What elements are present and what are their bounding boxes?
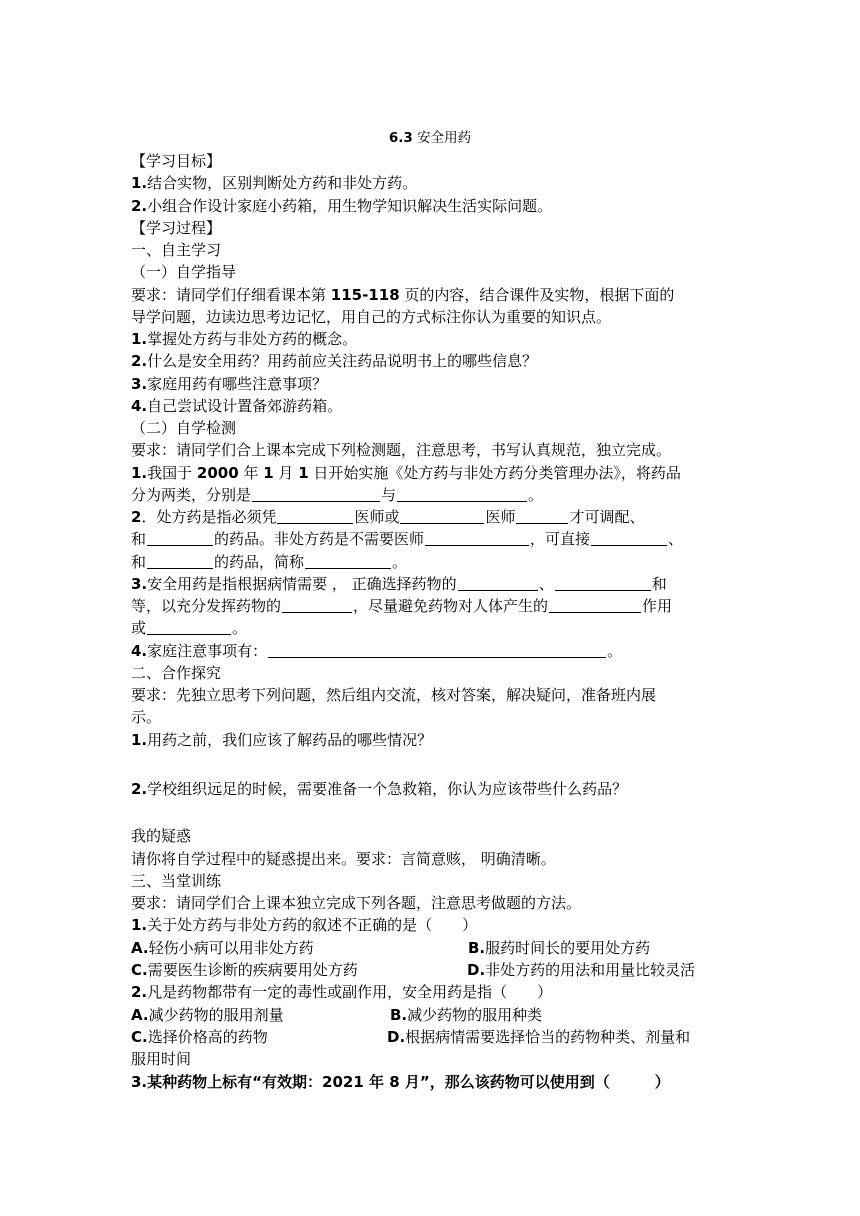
answer-blank[interactable] <box>277 507 353 524</box>
subsection-self-test: （二）自学检测 <box>131 419 237 437</box>
q2-options-row-1 <box>131 1004 731 1026</box>
page-title: 6.3 安全用药 <box>388 130 472 146</box>
answer-blank[interactable] <box>458 574 538 591</box>
option-d[interactable]: D.非处方药的用法和用量比较灵活 <box>467 961 696 979</box>
self-test-requirement: 要求：请同学们合上课本完成下列检测题，注意思考，书写认真规范，独立完成。 <box>131 441 672 459</box>
answer-blank[interactable] <box>252 485 380 502</box>
answer-blank[interactable] <box>305 552 391 569</box>
practice-requirement: 要求：请同学们合上课本独立完成下列各题，注意思考做题的方法。 <box>131 894 582 912</box>
explore-question-2: 2.学校组织远足的时候，需要准备一个急救箱，你认为应该带些什么药品？ <box>131 780 628 798</box>
option-a[interactable]: A.轻伤小病可以用非处方药 <box>131 939 314 957</box>
q2-options-row-2 <box>131 1026 731 1048</box>
cooperate-requirement: 要求：先独立思考下列问题，然后组内交流，核对答案，解决疑问，准备班内展 <box>131 686 657 704</box>
option-a[interactable]: A.减少药物的服用剂量 <box>131 1006 284 1024</box>
doubt-requirement: 请你将自学过程中的疑惑提出来。要求：言简意赅， 明确清晰。 <box>131 850 556 868</box>
answer-blank[interactable] <box>147 618 231 635</box>
goal-2: 2.小组合作设计家庭小药箱，用生物学知识解决生活实际问题。 <box>131 197 553 215</box>
test-3-line-2: 等，以充分发挥药物的 ，尽量避免药物对人体产生的 作用 <box>131 597 673 615</box>
option-c[interactable]: C.选择价格高的药物 <box>131 1028 268 1046</box>
test-3-line-1: 3.安全用药是指根据病情需要 ， 正确选择药物的 、 和 <box>131 575 667 593</box>
doubt-heading: 我的疑惑 <box>131 827 192 845</box>
test-2-line-1: 2．处方药是指必须凭 医师或 医师 才可调配、 <box>131 508 645 526</box>
test-2-line-3: 和 的药品，简称 。 <box>131 553 408 571</box>
guide-question-3: 3.家庭用药有哪些注意事项？ <box>131 375 328 393</box>
answer-blank[interactable] <box>591 529 667 546</box>
q1-options-row-1 <box>131 937 731 959</box>
q2-option-d-cont: 服用时间 <box>131 1050 192 1068</box>
option-b[interactable]: B.减少药物的服用种类 <box>390 1006 543 1024</box>
explore-question-1: 1.用药之前，我们应该了解药品的哪些情况？ <box>131 731 433 749</box>
answer-blank[interactable] <box>425 529 529 546</box>
option-c[interactable]: C.需要医生诊断的疾病要用处方药 <box>131 961 358 979</box>
cooperate-requirement-cont: 示。 <box>131 708 162 726</box>
answer-blank[interactable] <box>397 485 527 502</box>
goal-1: 1.结合实物，区别判断处方药和非处方药。 <box>131 174 418 192</box>
practice-question-1: 1.关于处方药与非处方药的叙述不正确的是（ ） <box>131 916 478 934</box>
guide-question-1: 1.掌握处方药与非处方药的概念。 <box>131 330 358 348</box>
answer-blank[interactable] <box>400 507 484 524</box>
test-1-line-1: 1.我国于 2000 年 1 月 1 日开始实施《处方药与非处方药分类管理办法》，将药品 <box>131 464 681 482</box>
section-3-heading: 三、当堂训练 <box>131 872 222 890</box>
answer-blank[interactable] <box>268 641 606 658</box>
q1-options-row-2 <box>131 959 731 981</box>
answer-blank[interactable] <box>282 596 352 613</box>
test-2-line-2: 和 的药品。非处方药是不需要医师 ，可直接 、 <box>131 530 684 548</box>
section-1-heading: 一、自主学习 <box>131 241 222 259</box>
goals-heading: 【学习目标】 <box>131 152 222 170</box>
answer-blank[interactable] <box>516 507 568 524</box>
option-d[interactable]: D.根据病情需要选择恰当的药物种类、剂量和 <box>387 1028 691 1046</box>
guide-question-4: 4.自己尝试设计置备郊游药箱。 <box>131 397 343 415</box>
answer-blank[interactable] <box>147 552 213 569</box>
practice-question-2: 2.凡是药物都带有一定的毒性或副作用，安全用药是指（ ） <box>131 983 553 1001</box>
guide-question-2: 2.什么是安全用药？用药前应关注药品说明书上的哪些信息？ <box>131 352 538 370</box>
answer-blank[interactable] <box>555 574 651 591</box>
test-3-line-3: 或 。 <box>131 619 248 637</box>
practice-question-3: 3.某种药物上标有“有效期：2021 年 8 月”，那么该药物可以使用到（ ） <box>131 1073 670 1091</box>
section-2-heading: 二、合作探究 <box>131 664 222 682</box>
self-guide-requirement-cont: 导学问题，边读边思考边记忆，用自己的方式标注你认为重要的知识点。 <box>131 308 612 326</box>
subsection-self-guide: （一）自学指导 <box>131 263 237 281</box>
option-b[interactable]: B.服药时间长的要用处方药 <box>468 939 651 957</box>
test-1-line-2: 分为两类，分别是 与 。 <box>131 486 544 504</box>
self-guide-requirement: 要求：请同学们仔细看课本第 115-118 页的内容，结合课件及实物，根据下面的 <box>131 286 675 304</box>
test-4: 4.家庭注意事项有： 。 <box>131 642 623 660</box>
process-heading: 【学习过程】 <box>131 219 222 237</box>
answer-blank[interactable] <box>147 529 213 546</box>
answer-blank[interactable] <box>549 596 641 613</box>
